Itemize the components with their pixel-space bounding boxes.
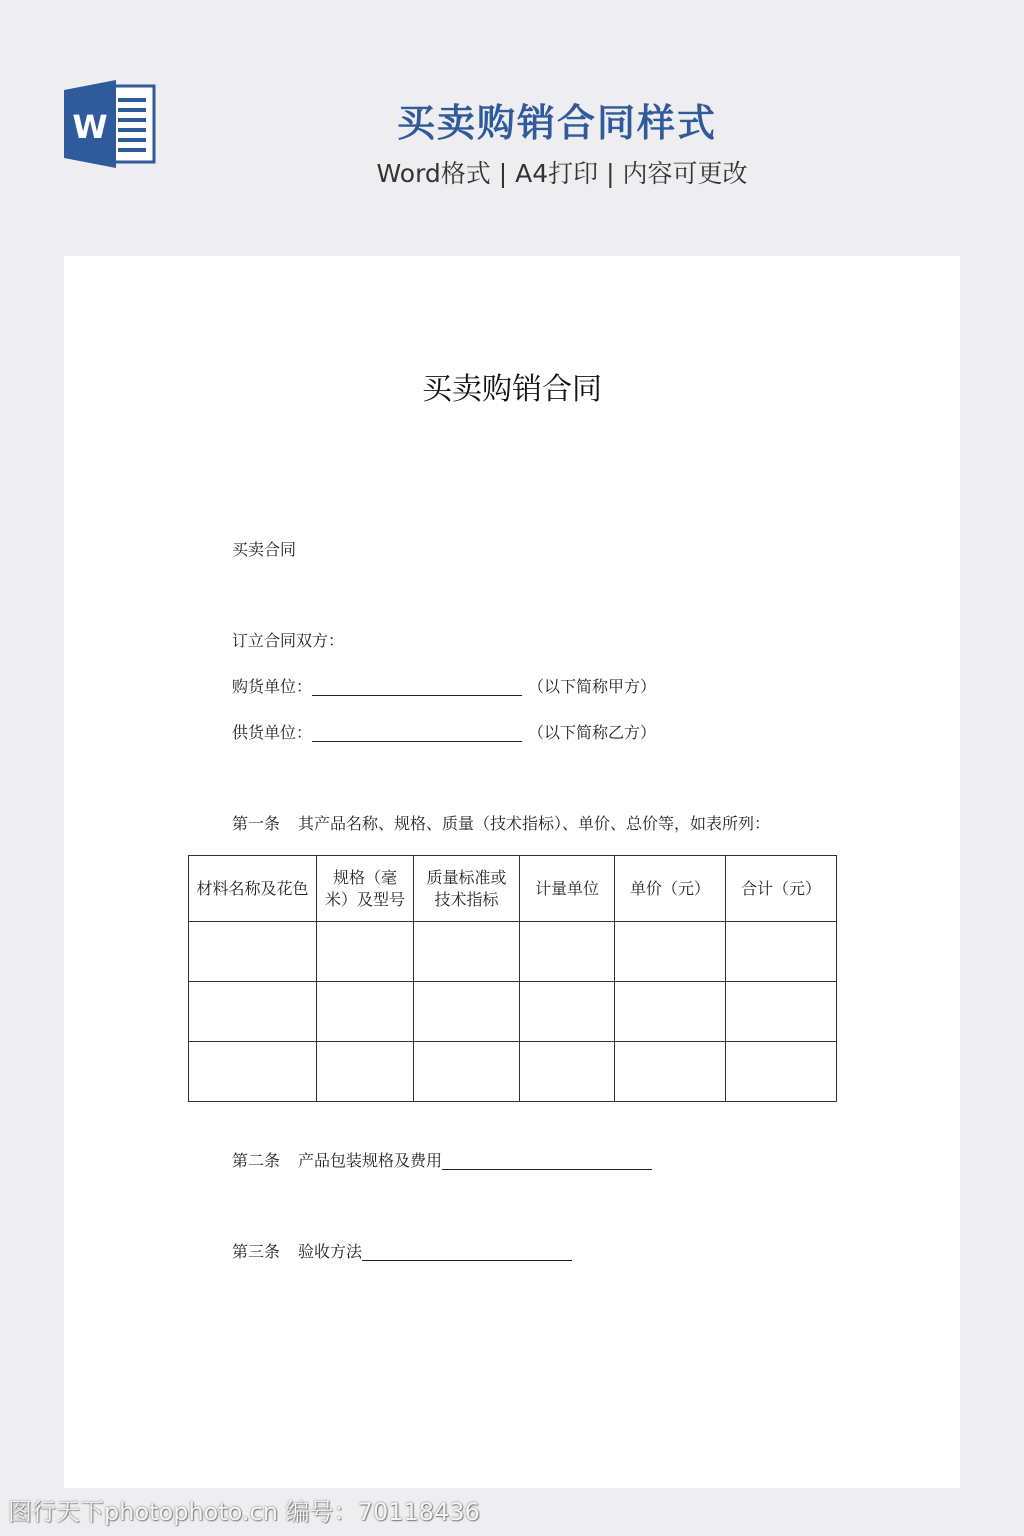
table-cell[interactable]	[615, 922, 726, 982]
article-3-input-blank[interactable]	[362, 1242, 572, 1261]
buyer-label: 购货单位：	[232, 677, 313, 696]
seller-label: 供货单位：	[232, 723, 313, 742]
table-header-cell: 材料名称及花色	[189, 856, 317, 922]
table-cell[interactable]	[520, 982, 615, 1042]
seller-note: （以下简称乙方）	[528, 723, 657, 742]
table-header-cell: 质量标准或技术指标	[414, 856, 520, 922]
table-header-cell: 单价（元）	[615, 856, 726, 922]
article-1-text: 其产品名称、规格、质量（技术指标）、单价、总价等，如表所列：	[298, 814, 771, 833]
article-3-text: 验收方法	[298, 1242, 363, 1261]
document-page	[64, 256, 960, 1488]
table-cell[interactable]	[317, 922, 414, 982]
table-cell[interactable]	[726, 982, 837, 1042]
table-header-cell: 合计（元）	[726, 856, 837, 922]
table-cell[interactable]	[520, 1042, 615, 1102]
table-cell[interactable]	[189, 922, 317, 982]
article-2	[232, 1148, 652, 1171]
article-2-input-blank[interactable]	[442, 1151, 652, 1170]
table-cell[interactable]	[615, 1042, 726, 1102]
article-3	[232, 1239, 572, 1262]
table-header-cell: 规格（毫米）及型号	[317, 856, 414, 922]
watermark: 图行天下photophoto.cn 编号：70118436	[8, 1498, 480, 1526]
table-cell[interactable]	[189, 1042, 317, 1102]
table-row	[189, 982, 837, 1042]
table-cell[interactable]	[317, 1042, 414, 1102]
table-cell[interactable]	[189, 982, 317, 1042]
table-cell[interactable]	[414, 922, 520, 982]
table-header-row	[189, 856, 837, 922]
table-cell[interactable]	[726, 922, 837, 982]
table-cell[interactable]	[414, 1042, 520, 1102]
article-2-text: 产品包装规格及费用	[298, 1151, 443, 1170]
table-row	[189, 922, 837, 982]
header	[0, 0, 1024, 230]
header-subtitle: Word格式 | A4打印 | 内容可更改	[376, 159, 748, 188]
table-cell[interactable]	[414, 982, 520, 1042]
article-1	[232, 811, 770, 834]
parties-heading: 订立合同双方：	[232, 631, 345, 650]
table-cell[interactable]	[726, 1042, 837, 1102]
document-title: 买卖购销合同	[422, 372, 602, 407]
svg-text:W: W	[72, 108, 108, 146]
article-3-number: 第三条	[232, 1242, 281, 1261]
contract-label: 买卖合同	[232, 540, 297, 559]
seller-line	[232, 720, 656, 743]
table-cell[interactable]	[317, 982, 414, 1042]
table-row	[189, 1042, 837, 1102]
article-1-number: 第一条	[232, 814, 281, 833]
article-2-number: 第二条	[232, 1151, 281, 1170]
buyer-line	[232, 674, 656, 697]
product-spec-table	[188, 855, 837, 1102]
table-cell[interactable]	[615, 982, 726, 1042]
seller-input-blank[interactable]	[312, 723, 522, 742]
buyer-note: （以下简称甲方）	[528, 677, 657, 696]
header-title: 买卖购销合同样式	[396, 101, 717, 145]
table-header-cell: 计量单位	[520, 856, 615, 922]
table-cell[interactable]	[520, 922, 615, 982]
buyer-input-blank[interactable]	[312, 677, 522, 696]
